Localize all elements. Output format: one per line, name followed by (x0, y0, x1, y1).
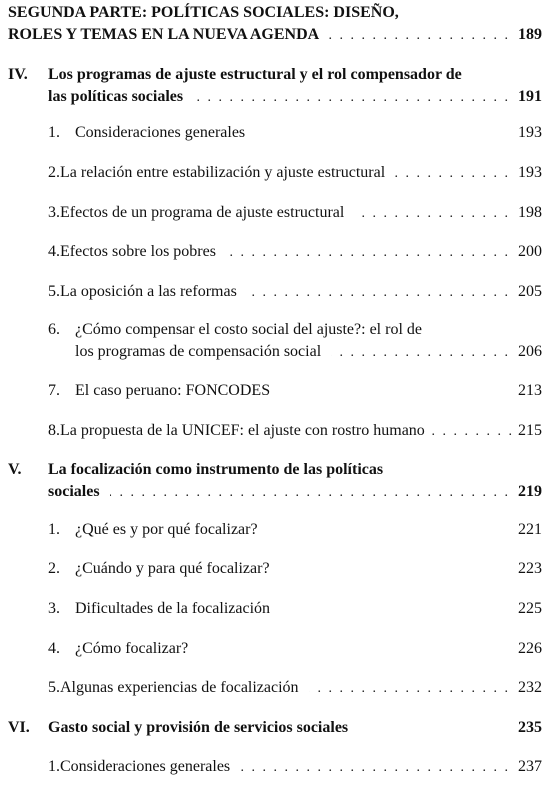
leader-dots (331, 345, 510, 361)
section-number: 7. (48, 382, 60, 399)
page-number: 191 (518, 88, 542, 105)
section-number: 4. (48, 640, 60, 657)
section-number: 5. (48, 679, 60, 696)
leader-dots (429, 424, 514, 440)
page-number: 235 (518, 719, 542, 736)
chapter-numeral: VI. (8, 719, 30, 736)
section-entry (0, 758, 551, 780)
section-title: ¿Cómo focalizar? (75, 640, 189, 657)
section-entry (0, 243, 551, 265)
section-title: Consideraciones generales (60, 758, 231, 775)
section-number: 6. (48, 321, 60, 338)
chapter-title: La focalización como instrumento de las políticas (48, 461, 384, 478)
leader-dots (329, 28, 510, 44)
section-number: 8. (48, 422, 60, 439)
section-entry (0, 560, 551, 582)
section-title: Consideraciones generales (75, 124, 246, 141)
page-number: 189 (518, 26, 542, 43)
chapter-title-cont: sociales (48, 483, 100, 500)
section-title: La relación entre estabilización y ajuste estructural (60, 164, 386, 181)
section-entry (0, 164, 551, 186)
chapter-title: Gasto social y provisión de servicios sociales (48, 719, 349, 736)
section-number: 1. (48, 521, 60, 538)
section-entry (0, 600, 551, 622)
section-entry-cont (0, 343, 551, 365)
section-title: La propuesta de la UNICEF: el ajuste con rostro humano (60, 422, 425, 439)
part-title-cont: ROLES Y TEMAS EN LA NUEVA AGENDA (8, 26, 320, 43)
page-number: 232 (518, 679, 542, 696)
section-entry (0, 204, 551, 226)
section-title: Dificultades de la focalización (75, 600, 271, 617)
section-entry (0, 521, 551, 543)
section-number: 5. (48, 283, 60, 300)
section-title-cont: los programas de compensación social (75, 343, 322, 360)
chapter-heading (0, 66, 551, 88)
leader-dots (309, 681, 510, 697)
section-entry (0, 382, 551, 404)
section-number: 4. (48, 243, 60, 260)
section-entry (0, 124, 551, 146)
section-entry (0, 679, 551, 701)
page-number: 226 (518, 640, 542, 657)
section-number: 1. (48, 124, 60, 141)
page-number: 198 (518, 204, 542, 221)
page-number: 200 (518, 243, 542, 260)
section-number: 3. (48, 204, 60, 221)
part-heading-line2 (0, 26, 551, 48)
section-title: ¿Qué es y por qué focalizar? (75, 521, 258, 538)
leader-dots (354, 206, 510, 222)
part-heading-line1 (0, 4, 551, 26)
leader-dots (226, 245, 510, 261)
page-number: 221 (518, 521, 542, 538)
section-entry (0, 640, 551, 662)
leader-dots (247, 285, 510, 301)
section-title: La oposición a las reformas (60, 283, 237, 300)
chapter-title-cont: las políticas sociales (48, 88, 184, 105)
page-number: 223 (518, 560, 542, 577)
section-entry (0, 321, 551, 343)
page-number: 205 (518, 283, 542, 300)
chapter-heading-cont (0, 483, 551, 505)
page-number: 219 (518, 483, 542, 500)
leader-dots (395, 166, 510, 182)
section-number: 2. (48, 560, 60, 577)
chapter-title: Los programas de ajuste estructural y el rol compensador de (48, 66, 462, 83)
section-number: 3. (48, 600, 60, 617)
page-number: 225 (518, 600, 542, 617)
section-entry (0, 422, 551, 444)
section-title: Efectos sobre los pobres (60, 243, 216, 260)
page-number: 215 (518, 422, 542, 439)
section-number: 1. (48, 758, 60, 775)
leader-dots (110, 485, 510, 501)
section-title: ¿Cómo compensar el costo social del ajuste?: el rol de (75, 321, 422, 338)
leader-dots (193, 90, 510, 106)
chapter-heading-cont (0, 88, 551, 110)
section-title: ¿Cuándo y para qué focalizar? (75, 560, 270, 577)
chapter-heading (0, 461, 551, 483)
section-title: Efectos de un programa de ajuste estructural (60, 204, 345, 221)
leader-dots (240, 760, 510, 776)
section-title: El caso peruano: FONCODES (75, 382, 271, 399)
chapter-heading (0, 719, 551, 741)
page-number: 193 (518, 124, 542, 141)
chapter-numeral: IV. (8, 66, 28, 83)
page-number: 213 (518, 382, 542, 399)
page-number: 206 (518, 343, 542, 360)
page-number: 193 (518, 164, 542, 181)
section-number: 2. (48, 164, 60, 181)
section-entry (0, 283, 551, 305)
page-number: 237 (518, 758, 542, 775)
section-title: Algunas experiencias de focalización (60, 679, 299, 696)
chapter-numeral: V. (8, 461, 22, 478)
part-title: SEGUNDA PARTE: POLÍTICAS SOCIALES: DISEÑO, (8, 4, 399, 21)
